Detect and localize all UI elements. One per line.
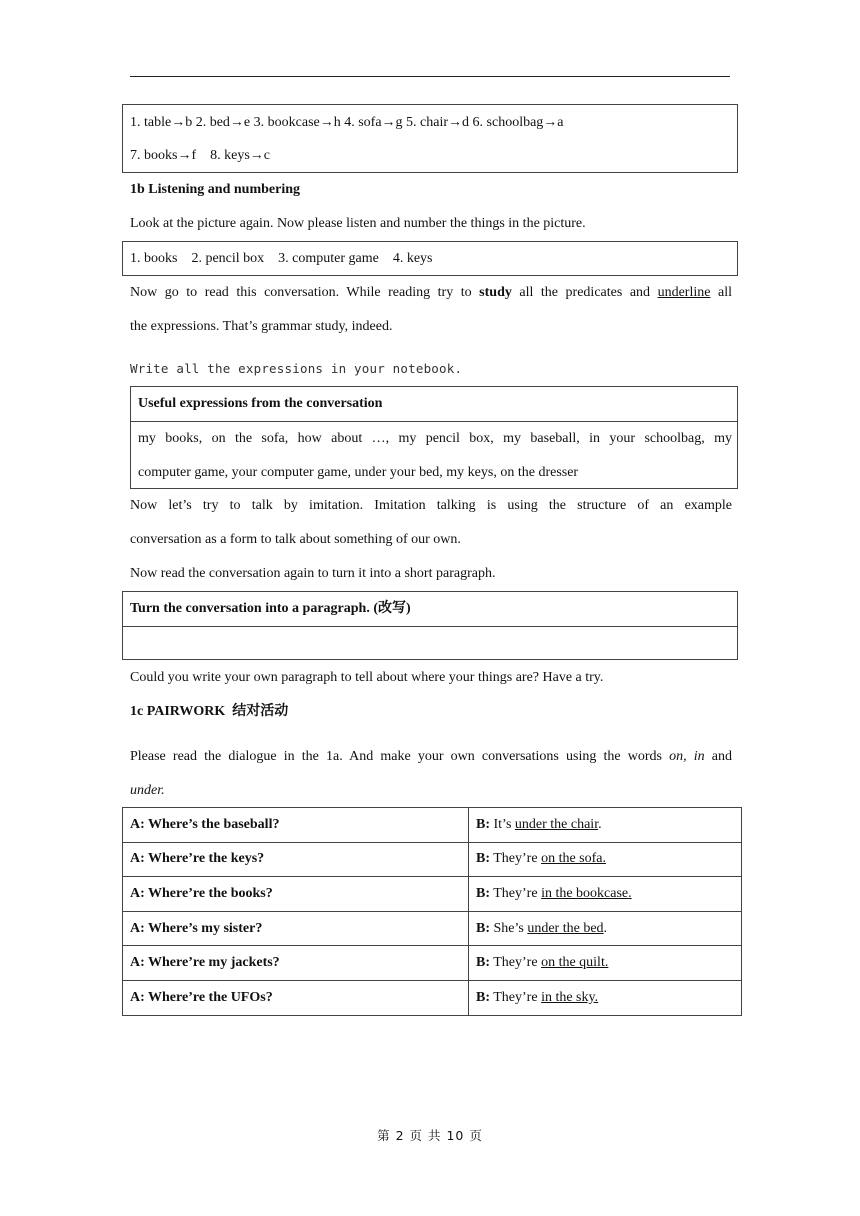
section-1c-heading: 1c PAIRWORK 结对活动 [130, 704, 289, 719]
reading-instruction-line-1 [130, 283, 732, 303]
pairwork-table [122, 807, 742, 1016]
answer-underlined: in the bookcase. [541, 885, 632, 901]
answer-prefix: They’re [490, 989, 542, 1005]
reading-text: Now go to read this conversation. While reading try to [130, 285, 480, 300]
answer-cell [469, 911, 742, 946]
expressions-line-1: my books, on the sofa, how about …, my pencil box, my baseball, in your schoolbag, my [138, 431, 732, 446]
expressions-header: Useful expressions from the conversation [138, 396, 383, 411]
answer-prefix: They’re [490, 885, 542, 901]
answer-label: B: [476, 989, 490, 1005]
answer-label: B: [476, 885, 490, 901]
answer-cell [469, 877, 742, 912]
answer-suffix: . [598, 816, 602, 832]
imitation-line-1: Now let’s try to talk by imitation. Imitation talking is using the structure of an example [130, 498, 732, 513]
answer-cell [469, 946, 742, 981]
answer-underlined: under the bed [527, 920, 604, 936]
question-cell: A: Where’re the keys? [123, 842, 469, 877]
section-1b-heading: 1b Listening and numbering [130, 182, 300, 197]
table-row [123, 842, 742, 877]
section-1c-instruction-line-1 [130, 747, 732, 767]
italic-word-on: on, [669, 749, 687, 764]
paragraph-table-divider [123, 626, 737, 627]
listening-answer-line: 1. books 2. pencil box 3. computer game 4. keys [130, 251, 433, 266]
page-footer: 第 2 页 共 10 页 [377, 1128, 483, 1143]
instruction-text: and [704, 749, 732, 764]
answer-label: B: [476, 851, 490, 867]
answer-suffix: . [603, 920, 608, 936]
answer-underlined: in the sky. [541, 989, 599, 1005]
read-again-line: Now read the conversation again to turn it into a short paragraph. [130, 566, 496, 581]
question-cell: A: Where’re the books? [123, 877, 469, 912]
table-row [123, 808, 742, 843]
listening-answer-box [122, 241, 738, 276]
table-row [123, 980, 742, 1015]
table-row [123, 946, 742, 981]
imitation-line-2: conversation as a form to talk about something of our own. [130, 532, 461, 547]
reading-text: all the predicates and [511, 285, 658, 300]
expressions-divider [131, 421, 737, 422]
question-cell: A: Where’re the UFOs? [123, 980, 469, 1015]
underlined-underline: underline [657, 285, 711, 300]
answers-box [122, 104, 738, 173]
reading-text: all [710, 285, 732, 300]
write-own-line: Could you write your own paragraph to tell about where your things are? Have a try. [130, 670, 604, 685]
answer-prefix: It’s [490, 816, 515, 832]
answer-prefix: They’re [490, 955, 542, 971]
answer-cell [469, 980, 742, 1015]
paragraph-table-header: Turn the conversation into a paragraph. (改写) [130, 601, 411, 616]
header-rule [130, 76, 730, 77]
answer-underlined: on the sofa. [541, 851, 606, 867]
answers-line-2: 7. books→f 8. keys→c [130, 148, 270, 163]
italic-word-under: under. [130, 783, 165, 798]
question-cell: A: Where’s the baseball? [123, 808, 469, 843]
paragraph-table [122, 591, 738, 660]
answer-underlined: on the quilt. [541, 955, 609, 971]
question-cell: A: Where’s my sister? [123, 911, 469, 946]
table-row [123, 911, 742, 946]
answer-cell [469, 808, 742, 843]
question-cell: A: Where’re my jackets? [123, 946, 469, 981]
instruction-text: Please read the dialogue in the 1a. And make your own conversations using the words [130, 749, 670, 764]
answer-cell [469, 842, 742, 877]
answer-label: B: [476, 920, 490, 936]
section-1b-instruction: Look at the picture again. Now please listen and number the things in the picture. [130, 216, 586, 231]
expressions-table [130, 386, 738, 489]
table-row [123, 877, 742, 912]
answer-prefix: She’s [490, 920, 528, 936]
bold-study: study [479, 285, 512, 300]
answer-underlined: under the chair [514, 816, 599, 832]
expressions-line-2: computer game, your computer game, under your bed, my keys, on the dresser [138, 465, 579, 480]
answers-line-1: 1. table→b 2. bed→e 3. bookcase→h 4. sofa→g 5. chair→d 6. schoolbag→a [130, 115, 564, 130]
answer-prefix: They’re [490, 851, 542, 867]
italic-word-in: in [686, 749, 705, 764]
answer-label: B: [476, 955, 490, 971]
notebook-note: Write all the expressions in your notebook. [130, 361, 463, 376]
reading-instruction-line-2: the expressions. That’s grammar study, indeed. [130, 319, 393, 334]
answer-label: B: [476, 816, 490, 832]
